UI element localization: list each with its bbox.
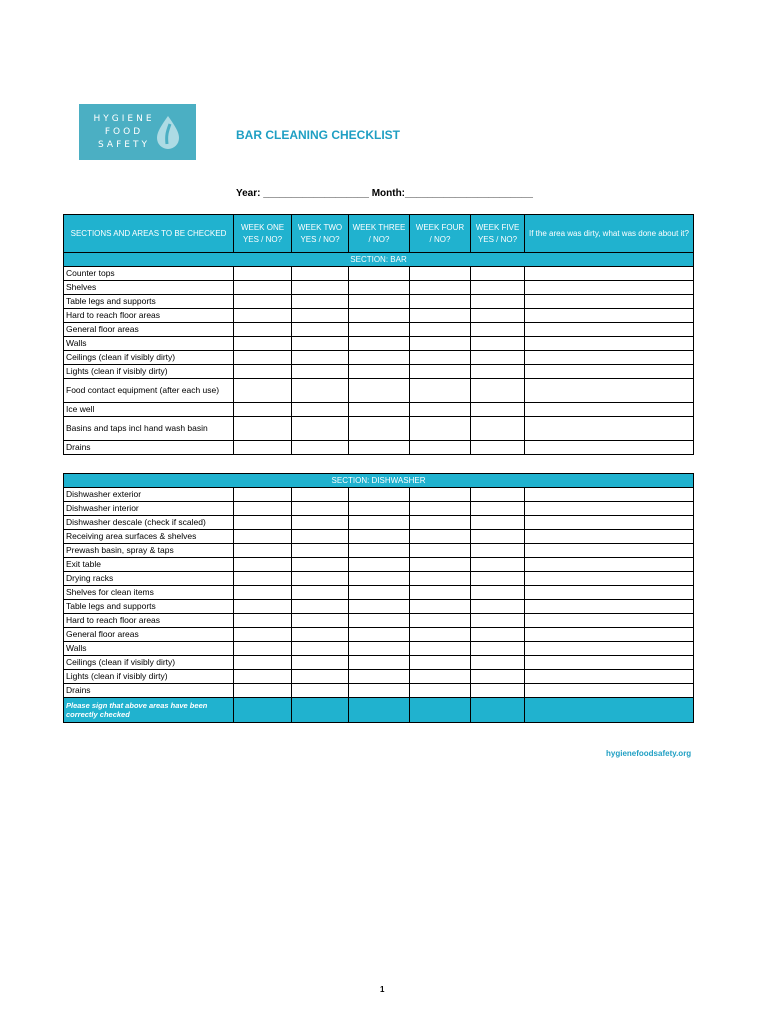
week-check-cell[interactable] bbox=[234, 403, 292, 417]
week-check-cell[interactable] bbox=[234, 502, 292, 516]
header-week-one: WEEK ONE YES / NO? bbox=[234, 215, 292, 253]
row-label: Exit table bbox=[64, 558, 234, 572]
week-check-cell[interactable] bbox=[471, 530, 525, 544]
week-check-cell[interactable] bbox=[234, 516, 292, 530]
header-week-three: WEEK THREE / NO? bbox=[349, 215, 410, 253]
checklist-row bbox=[64, 516, 694, 530]
page-number: 1 bbox=[380, 985, 385, 994]
notes-cell[interactable] bbox=[525, 572, 694, 586]
sign-cell[interactable] bbox=[349, 698, 410, 723]
notes-cell[interactable] bbox=[525, 642, 694, 656]
week-check-cell[interactable] bbox=[410, 656, 471, 670]
week-check-cell[interactable] bbox=[471, 684, 525, 698]
week-check-cell[interactable] bbox=[410, 628, 471, 642]
week-check-cell[interactable] bbox=[292, 337, 349, 351]
row-label: Table legs and supports bbox=[64, 295, 234, 309]
sign-cell[interactable] bbox=[525, 698, 694, 723]
week-check-cell[interactable] bbox=[234, 656, 292, 670]
notes-cell[interactable] bbox=[525, 558, 694, 572]
week-check-cell[interactable] bbox=[349, 403, 410, 417]
week-check-cell[interactable] bbox=[292, 323, 349, 337]
notes-cell[interactable] bbox=[525, 628, 694, 642]
checklist-row bbox=[64, 628, 694, 642]
row-label: Walls bbox=[64, 337, 234, 351]
week-check-cell[interactable] bbox=[410, 516, 471, 530]
week-check-cell[interactable] bbox=[471, 502, 525, 516]
checklist-row bbox=[64, 614, 694, 628]
notes-cell[interactable] bbox=[525, 488, 694, 502]
week-check-cell[interactable] bbox=[349, 628, 410, 642]
week-check-cell[interactable] bbox=[410, 379, 471, 403]
week-check-cell[interactable] bbox=[349, 558, 410, 572]
week-check-cell[interactable] bbox=[349, 295, 410, 309]
week-check-cell[interactable] bbox=[410, 309, 471, 323]
week-check-cell[interactable] bbox=[234, 281, 292, 295]
sign-cell[interactable] bbox=[234, 698, 292, 723]
week-check-cell[interactable] bbox=[410, 600, 471, 614]
row-label: Receiving area surfaces & shelves bbox=[64, 530, 234, 544]
sign-cell[interactable] bbox=[410, 698, 471, 723]
notes-cell[interactable] bbox=[525, 670, 694, 684]
week-check-cell[interactable] bbox=[410, 614, 471, 628]
notes-cell[interactable] bbox=[525, 530, 694, 544]
logo-text bbox=[91, 113, 157, 152]
week-check-cell[interactable] bbox=[410, 684, 471, 698]
logo bbox=[79, 104, 196, 160]
checklist-row bbox=[64, 417, 694, 441]
notes-cell[interactable] bbox=[525, 656, 694, 670]
row-label: General floor areas bbox=[64, 628, 234, 642]
section-dishwasher-label: SECTION: DISHWASHER bbox=[64, 474, 694, 488]
dishwasher-items bbox=[64, 488, 694, 698]
row-label: Dishwasher descale (check if scaled) bbox=[64, 516, 234, 530]
week-check-cell[interactable] bbox=[234, 441, 292, 455]
week-check-cell[interactable] bbox=[292, 544, 349, 558]
week-check-cell[interactable] bbox=[234, 337, 292, 351]
bar-checklist-table bbox=[63, 214, 694, 455]
week-check-cell[interactable] bbox=[292, 530, 349, 544]
week-check-cell[interactable] bbox=[410, 586, 471, 600]
row-label: Shelves bbox=[64, 281, 234, 295]
row-label: Drying racks bbox=[64, 572, 234, 586]
checklist-row bbox=[64, 295, 694, 309]
week-check-cell[interactable] bbox=[349, 417, 410, 441]
week-check-cell[interactable] bbox=[349, 670, 410, 684]
row-label: Shelves for clean items bbox=[64, 586, 234, 600]
row-label: Lights (clean if visibly dirty) bbox=[64, 365, 234, 379]
week-check-cell[interactable] bbox=[234, 530, 292, 544]
week-check-cell[interactable] bbox=[349, 614, 410, 628]
week-check-cell[interactable] bbox=[292, 586, 349, 600]
week-check-cell[interactable] bbox=[349, 351, 410, 365]
week-check-cell[interactable] bbox=[410, 417, 471, 441]
notes-cell[interactable] bbox=[525, 586, 694, 600]
week-check-cell[interactable] bbox=[292, 488, 349, 502]
week-check-cell[interactable] bbox=[349, 337, 410, 351]
checklist-row bbox=[64, 558, 694, 572]
week-check-cell[interactable] bbox=[471, 281, 525, 295]
week-check-cell[interactable] bbox=[234, 309, 292, 323]
notes-cell[interactable] bbox=[525, 379, 694, 403]
week-check-cell[interactable] bbox=[292, 351, 349, 365]
week-check-cell[interactable] bbox=[410, 351, 471, 365]
week-check-cell[interactable] bbox=[292, 656, 349, 670]
week-check-cell[interactable] bbox=[471, 267, 525, 281]
week-check-cell[interactable] bbox=[292, 614, 349, 628]
checklist-row bbox=[64, 600, 694, 614]
water-drop-icon bbox=[153, 114, 183, 150]
notes-cell[interactable] bbox=[525, 502, 694, 516]
week-check-cell[interactable] bbox=[292, 642, 349, 656]
week-check-cell[interactable] bbox=[349, 684, 410, 698]
week-check-cell[interactable] bbox=[410, 281, 471, 295]
week-check-cell[interactable] bbox=[234, 586, 292, 600]
week-check-cell[interactable] bbox=[410, 502, 471, 516]
checklist-row bbox=[64, 670, 694, 684]
week-check-cell[interactable] bbox=[410, 670, 471, 684]
week-check-cell[interactable] bbox=[234, 379, 292, 403]
week-check-cell[interactable] bbox=[410, 530, 471, 544]
checklist-row bbox=[64, 379, 694, 403]
week-check-cell[interactable] bbox=[349, 502, 410, 516]
notes-cell[interactable] bbox=[525, 281, 694, 295]
week-check-cell[interactable] bbox=[471, 295, 525, 309]
row-label: Lights (clean if visibly dirty) bbox=[64, 670, 234, 684]
week-check-cell[interactable] bbox=[471, 417, 525, 441]
notes-cell[interactable] bbox=[525, 351, 694, 365]
week-check-cell[interactable] bbox=[292, 281, 349, 295]
week-check-cell[interactable] bbox=[410, 558, 471, 572]
row-label: Ceilings (clean if visibly dirty) bbox=[64, 351, 234, 365]
logo-line-3: SAFETY bbox=[98, 140, 150, 150]
week-check-cell[interactable] bbox=[292, 267, 349, 281]
week-check-cell[interactable] bbox=[349, 656, 410, 670]
week-check-cell[interactable] bbox=[349, 488, 410, 502]
notes-cell[interactable] bbox=[525, 544, 694, 558]
row-label: Dishwasher exterior bbox=[64, 488, 234, 502]
week-check-cell[interactable] bbox=[349, 642, 410, 656]
logo-line-2: FOOD bbox=[104, 127, 144, 137]
week-check-cell[interactable] bbox=[471, 351, 525, 365]
row-label: Prewash basin, spray & taps bbox=[64, 544, 234, 558]
header-sections: SECTIONS AND AREAS TO BE CHECKED bbox=[64, 215, 234, 253]
row-label: Drains bbox=[64, 441, 234, 455]
week-check-cell[interactable] bbox=[292, 516, 349, 530]
week-check-cell[interactable] bbox=[292, 684, 349, 698]
checklist-row bbox=[64, 309, 694, 323]
checklist-row bbox=[64, 530, 694, 544]
week-check-cell[interactable] bbox=[471, 600, 525, 614]
week-check-cell[interactable] bbox=[349, 309, 410, 323]
week-check-cell[interactable] bbox=[234, 614, 292, 628]
week-check-cell[interactable] bbox=[349, 365, 410, 379]
week-check-cell[interactable] bbox=[349, 323, 410, 337]
dishwasher-checklist-table bbox=[63, 473, 694, 723]
checklist-row bbox=[64, 403, 694, 417]
week-check-cell[interactable] bbox=[292, 309, 349, 323]
week-check-cell[interactable] bbox=[471, 516, 525, 530]
footer-link[interactable]: hygienefoodsafety.org bbox=[606, 749, 692, 758]
checklist-row bbox=[64, 267, 694, 281]
notes-cell[interactable] bbox=[525, 417, 694, 441]
week-check-cell[interactable] bbox=[471, 670, 525, 684]
week-check-cell[interactable] bbox=[349, 516, 410, 530]
row-label: Walls bbox=[64, 642, 234, 656]
sign-label: Please sign that above areas have been correctly checked bbox=[64, 698, 234, 723]
week-check-cell[interactable] bbox=[471, 614, 525, 628]
week-check-cell[interactable] bbox=[234, 544, 292, 558]
row-label: Ice well bbox=[64, 403, 234, 417]
row-label: Dishwasher interior bbox=[64, 502, 234, 516]
week-check-cell[interactable] bbox=[292, 600, 349, 614]
checklist-row bbox=[64, 365, 694, 379]
checklist-row bbox=[64, 441, 694, 455]
notes-cell[interactable] bbox=[525, 365, 694, 379]
notes-cell[interactable] bbox=[525, 309, 694, 323]
week-check-cell[interactable] bbox=[349, 544, 410, 558]
section-bar-row bbox=[64, 253, 694, 267]
week-check-cell[interactable] bbox=[234, 365, 292, 379]
week-check-cell[interactable] bbox=[292, 441, 349, 455]
week-check-cell[interactable] bbox=[471, 572, 525, 586]
section-dishwasher-row bbox=[64, 474, 694, 488]
week-check-cell[interactable] bbox=[410, 365, 471, 379]
row-label: Hard to reach floor areas bbox=[64, 614, 234, 628]
checklist-row bbox=[64, 586, 694, 600]
week-check-cell[interactable] bbox=[471, 586, 525, 600]
checklist-row bbox=[64, 656, 694, 670]
week-check-cell[interactable] bbox=[471, 628, 525, 642]
checklist-row bbox=[64, 544, 694, 558]
checklist-row bbox=[64, 502, 694, 516]
week-check-cell[interactable] bbox=[349, 281, 410, 295]
week-check-cell[interactable] bbox=[234, 684, 292, 698]
week-check-cell[interactable] bbox=[471, 379, 525, 403]
week-check-cell[interactable] bbox=[234, 670, 292, 684]
week-check-cell[interactable] bbox=[410, 267, 471, 281]
week-check-cell[interactable] bbox=[349, 572, 410, 586]
year-month-line: Year: ___________________ Month:_______________________ bbox=[236, 188, 533, 199]
week-check-cell[interactable] bbox=[471, 323, 525, 337]
row-label: Ceilings (clean if visibly dirty) bbox=[64, 656, 234, 670]
week-check-cell[interactable] bbox=[234, 488, 292, 502]
header-week-four: WEEK FOUR / NO? bbox=[410, 215, 471, 253]
week-check-cell[interactable] bbox=[410, 441, 471, 455]
week-check-cell[interactable] bbox=[471, 656, 525, 670]
row-label: Food contact equipment (after each use) bbox=[64, 379, 234, 403]
logo-line-1: HYGIENE bbox=[93, 114, 155, 124]
week-check-cell[interactable] bbox=[234, 572, 292, 586]
week-check-cell[interactable] bbox=[410, 642, 471, 656]
week-check-cell[interactable] bbox=[410, 488, 471, 502]
week-check-cell[interactable] bbox=[349, 586, 410, 600]
row-label: Counter tops bbox=[64, 267, 234, 281]
week-check-cell[interactable] bbox=[471, 309, 525, 323]
checklist-row bbox=[64, 281, 694, 295]
week-check-cell[interactable] bbox=[234, 351, 292, 365]
week-check-cell[interactable] bbox=[410, 572, 471, 586]
notes-cell[interactable] bbox=[525, 323, 694, 337]
row-label: Basins and taps incl hand wash basin bbox=[64, 417, 234, 441]
row-label: General floor areas bbox=[64, 323, 234, 337]
checklist-row bbox=[64, 488, 694, 502]
week-check-cell[interactable] bbox=[410, 323, 471, 337]
notes-cell[interactable] bbox=[525, 337, 694, 351]
row-label: Hard to reach floor areas bbox=[64, 309, 234, 323]
week-check-cell[interactable] bbox=[292, 572, 349, 586]
notes-cell[interactable] bbox=[525, 516, 694, 530]
week-check-cell[interactable] bbox=[292, 417, 349, 441]
week-check-cell[interactable] bbox=[292, 628, 349, 642]
week-check-cell[interactable] bbox=[292, 558, 349, 572]
week-check-cell[interactable] bbox=[349, 441, 410, 455]
notes-cell[interactable] bbox=[525, 295, 694, 309]
week-check-cell[interactable] bbox=[234, 558, 292, 572]
row-label: Table legs and supports bbox=[64, 600, 234, 614]
row-label: Drains bbox=[64, 684, 234, 698]
checklist-row bbox=[64, 337, 694, 351]
checklist-row bbox=[64, 684, 694, 698]
week-check-cell[interactable] bbox=[234, 417, 292, 441]
notes-cell[interactable] bbox=[525, 600, 694, 614]
week-check-cell[interactable] bbox=[234, 628, 292, 642]
sign-row bbox=[64, 698, 694, 723]
checklist-row bbox=[64, 642, 694, 656]
week-check-cell[interactable] bbox=[471, 365, 525, 379]
week-check-cell[interactable] bbox=[292, 379, 349, 403]
notes-cell[interactable] bbox=[525, 614, 694, 628]
week-check-cell[interactable] bbox=[292, 670, 349, 684]
week-check-cell[interactable] bbox=[471, 544, 525, 558]
week-check-cell[interactable] bbox=[349, 379, 410, 403]
notes-cell[interactable] bbox=[525, 441, 694, 455]
week-check-cell[interactable] bbox=[471, 642, 525, 656]
week-check-cell[interactable] bbox=[234, 642, 292, 656]
week-check-cell[interactable] bbox=[292, 295, 349, 309]
week-check-cell[interactable] bbox=[471, 441, 525, 455]
week-check-cell[interactable] bbox=[349, 600, 410, 614]
header-row bbox=[64, 215, 694, 253]
week-check-cell[interactable] bbox=[292, 403, 349, 417]
section-bar-label: SECTION: BAR bbox=[64, 253, 694, 267]
week-check-cell[interactable] bbox=[410, 403, 471, 417]
page-title: BAR CLEANING CHECKLIST bbox=[236, 128, 400, 142]
week-check-cell[interactable] bbox=[234, 267, 292, 281]
bar-items bbox=[64, 267, 694, 455]
checklist-row bbox=[64, 323, 694, 337]
week-check-cell[interactable] bbox=[234, 600, 292, 614]
week-check-cell[interactable] bbox=[471, 403, 525, 417]
week-check-cell[interactable] bbox=[292, 502, 349, 516]
week-check-cell[interactable] bbox=[410, 337, 471, 351]
header-week-two: WEEK TWO YES / NO? bbox=[292, 215, 349, 253]
sign-cell[interactable] bbox=[471, 698, 525, 723]
checklist-row bbox=[64, 572, 694, 586]
week-check-cell[interactable] bbox=[410, 295, 471, 309]
week-check-cell[interactable] bbox=[292, 365, 349, 379]
week-check-cell[interactable] bbox=[410, 544, 471, 558]
checklist-row bbox=[64, 351, 694, 365]
week-check-cell[interactable] bbox=[234, 295, 292, 309]
week-check-cell[interactable] bbox=[471, 558, 525, 572]
week-check-cell[interactable] bbox=[349, 530, 410, 544]
sign-cell[interactable] bbox=[292, 698, 349, 723]
notes-cell[interactable] bbox=[525, 684, 694, 698]
notes-cell[interactable] bbox=[525, 403, 694, 417]
week-check-cell[interactable] bbox=[471, 337, 525, 351]
week-check-cell[interactable] bbox=[234, 323, 292, 337]
header-notes: If the area was dirty, what was done about it? bbox=[525, 215, 694, 253]
week-check-cell[interactable] bbox=[471, 488, 525, 502]
header-week-five: WEEK FIVE YES / NO? bbox=[471, 215, 525, 253]
week-check-cell[interactable] bbox=[349, 267, 410, 281]
notes-cell[interactable] bbox=[525, 267, 694, 281]
